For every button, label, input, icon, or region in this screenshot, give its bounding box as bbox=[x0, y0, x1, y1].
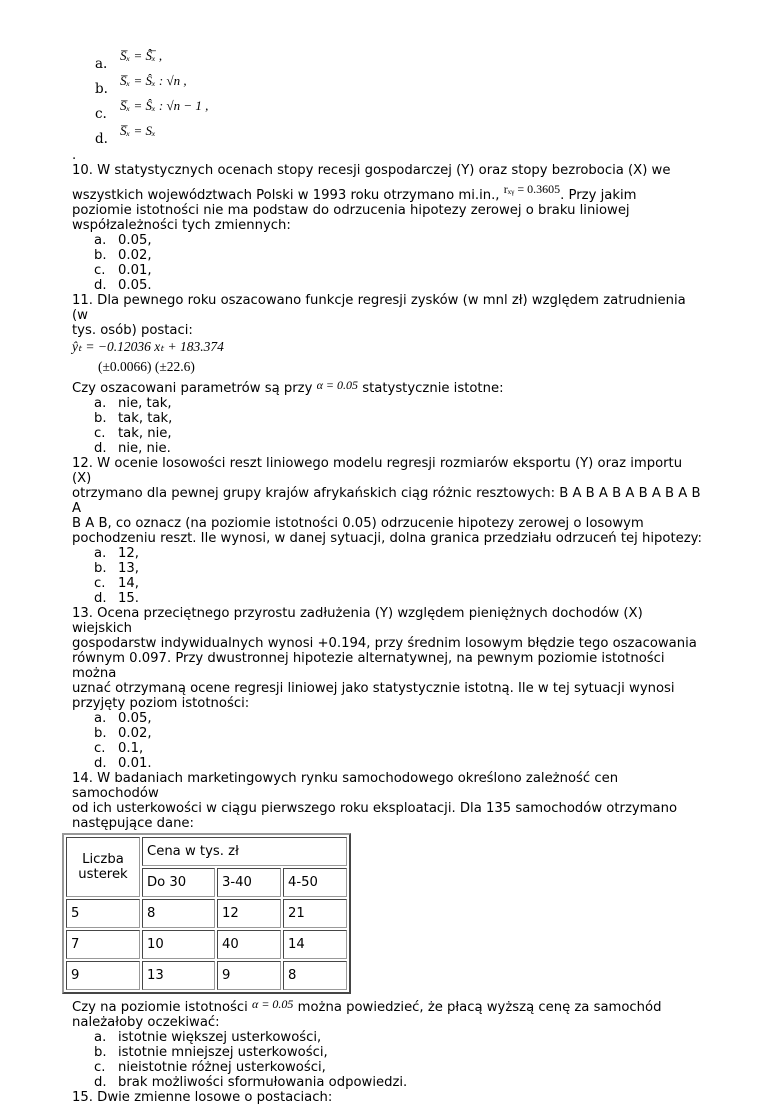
table-cell: 13 bbox=[142, 961, 215, 990]
table-row-key: 5 bbox=[66, 899, 140, 928]
table-row bbox=[66, 899, 347, 928]
q10-line2: wszystkich województwach Polski w 1993 roku otrzymano mi.in., rₓᵧ = 0.3605. Przy jakim bbox=[72, 182, 637, 203]
table-cell: 40 bbox=[217, 930, 281, 959]
table-cell: 9 bbox=[217, 961, 281, 990]
table-row-key: 9 bbox=[66, 961, 140, 990]
q11-options bbox=[72, 396, 702, 456]
q14-option-d: d. brak możliwości sformułowania odpowiedzi. bbox=[94, 1075, 408, 1090]
table-row-key: 7 bbox=[66, 930, 140, 959]
q14-options bbox=[72, 1030, 702, 1090]
q10-line1: 10. W statystycznych ocenach stopy recesji gospodarczej (Y) oraz stopy bezrobocia (X) we bbox=[72, 163, 671, 178]
q13-line5: przyjęty poziom istotności: bbox=[72, 696, 250, 711]
q9-option-d: d. S̅ₓ = Sₓ bbox=[95, 123, 156, 147]
q9-dot: . bbox=[72, 148, 77, 163]
q12-line3: B A B, co oznacz (na poziomie istotności 0.05) odrzucenie hipotezy zerowej o losowym bbox=[72, 516, 644, 531]
table-cell: 10 bbox=[142, 930, 215, 959]
q12-option-b: b. 13, bbox=[94, 561, 139, 576]
q10-option-c: c. 0.01, bbox=[94, 263, 152, 278]
q14-option-c: c. nieistotnie różnej usterkowości, bbox=[94, 1060, 326, 1075]
q12-line2: otrzymano dla pewnej grupy krajów afrykańskich ciąg różnic resztowych: B A B A B A B A B A B A bbox=[72, 486, 701, 516]
q11-question: Czy oszacowani parametrów są przy α = 0.05 statystycznie istotne: bbox=[72, 378, 504, 396]
q11-option-a: a. nie, tak, bbox=[94, 396, 172, 411]
q10-formula: rₓᵧ = 0.3605 bbox=[503, 182, 561, 196]
table-cell: 14 bbox=[283, 930, 347, 959]
table-col-header: 4-50 bbox=[283, 868, 347, 897]
q12-line1: 12. W ocenie losowości reszt liniowego modelu regresji rozmiarów eksportu (Y) oraz importu (X) bbox=[72, 456, 683, 486]
q11-option-c: c. tak, nie, bbox=[94, 426, 172, 441]
table-row bbox=[66, 961, 347, 990]
table-cell: 12 bbox=[217, 899, 281, 928]
q12-option-a: a. 12, bbox=[94, 546, 139, 561]
q10-line4: współzależności tych zmiennych: bbox=[72, 218, 291, 233]
table-col-header: Do 30 bbox=[142, 868, 215, 897]
q14-line3: następujące dane: bbox=[72, 816, 194, 831]
q12-option-c: c. 14, bbox=[94, 576, 139, 591]
q13-option-a: a. 0.05, bbox=[94, 711, 152, 726]
q13-option-d: d. 0.01. bbox=[94, 756, 152, 771]
table-cell: 8 bbox=[142, 899, 215, 928]
q13-option-c: c. 0.1, bbox=[94, 741, 144, 756]
q14-alpha: α = 0.05 bbox=[252, 997, 294, 1011]
q13-line4: uznać otrzymaną ocene regresji liniowej jako statystycznie istotną. Ile w tej sytuacji wynosi bbox=[72, 681, 675, 696]
table-col-header: 3-40 bbox=[217, 868, 281, 897]
table-header-row bbox=[66, 837, 347, 866]
q11-equation: ŷₜ = −0.12036 xₜ + 183.374 bbox=[72, 339, 224, 354]
table-row bbox=[66, 930, 347, 959]
q11-standard-errors: (±0.0066) (±22.6) bbox=[98, 359, 195, 374]
q13-line1: 13. Ocena przeciętnego przyrostu zadłużenia (Y) względem pieniężnych dochodów (X) wiejskich bbox=[72, 606, 643, 636]
q11-option-d: d. nie, nie. bbox=[94, 441, 171, 456]
table-cell: 8 bbox=[283, 961, 347, 990]
q9-option-a: a. S̅ₓ = Ŝ̅ₓ , bbox=[95, 48, 163, 72]
q14-option-b: b. istotnie mniejszej usterkowości, bbox=[94, 1045, 328, 1060]
q10-option-d: d. 0.05. bbox=[94, 278, 152, 293]
q11-alpha: α = 0.05 bbox=[316, 378, 359, 392]
q11-line1: 11. Dla pewnego roku oszacowano funkcje regresji zysków (w mnl zł) względem zatrudnienia (w bbox=[72, 293, 686, 323]
q11-line2: tys. osób) postaci: bbox=[72, 323, 193, 338]
q9-option-b: b. S̅ₓ = Ŝₓ : √n , bbox=[95, 73, 187, 97]
q14-question: Czy na poziomie istotności α = 0.05 można powiedzieć, że płacą wyższą cenę za samochód bbox=[72, 997, 662, 1015]
q13-options bbox=[72, 711, 702, 771]
q15-line1: 15. Dwie zmienne losowe o postaciach: bbox=[72, 1090, 333, 1105]
q12-option-d: d. 15. bbox=[94, 591, 139, 606]
q13-line3: równym 0.097. Przy dwustronnej hipotezie alternatywnej, na pewnym poziomie istotności można bbox=[72, 651, 665, 681]
q10-option-b: b. 0.02, bbox=[94, 248, 152, 263]
table-corner-header: Liczba usterek bbox=[66, 837, 140, 897]
q10-line3: poziomie istotności nie ma podstaw do odrzucenia hipotezy zerowej o braku liniowej bbox=[72, 203, 630, 218]
q14-line1: 14. W badaniach marketingowych rynku samochodowego określono zależność cen samochodów bbox=[72, 771, 619, 801]
q9-options bbox=[72, 48, 702, 148]
q13-line2: gospodarstw indywidualnych wynosi +0.194, przy średnim losowym błędzie tego oszacowania bbox=[72, 636, 697, 651]
q12-options bbox=[72, 546, 702, 606]
q14-option-a: a. istotnie większej usterkowości, bbox=[94, 1030, 322, 1045]
q14-line2: od ich usterkowości w ciągu pierwszego roku eksploatacji. Dla 135 samochodów otrzymano bbox=[72, 801, 678, 816]
q13-option-b: b. 0.02, bbox=[94, 726, 152, 741]
q14-question-line2: należałoby oczekiwać: bbox=[72, 1015, 220, 1030]
q11-option-b: b. tak, tak, bbox=[94, 411, 173, 426]
q14-data-table bbox=[62, 833, 351, 994]
q12-line4: pochodzeniu reszt. Ile wynosi, w danej sytuacji, dolna granica przedziału odrzuceń tej hipotezy: bbox=[72, 531, 702, 546]
q10-option-a: a. 0.05, bbox=[94, 233, 152, 248]
document-page bbox=[72, 48, 702, 1105]
table-cell: 21 bbox=[283, 899, 347, 928]
q10-options bbox=[72, 233, 702, 293]
table-group-header: Cena w tys. zł bbox=[142, 837, 347, 866]
q9-option-c: c. S̅ₓ = Ŝₓ : √n − 1 , bbox=[95, 98, 209, 122]
